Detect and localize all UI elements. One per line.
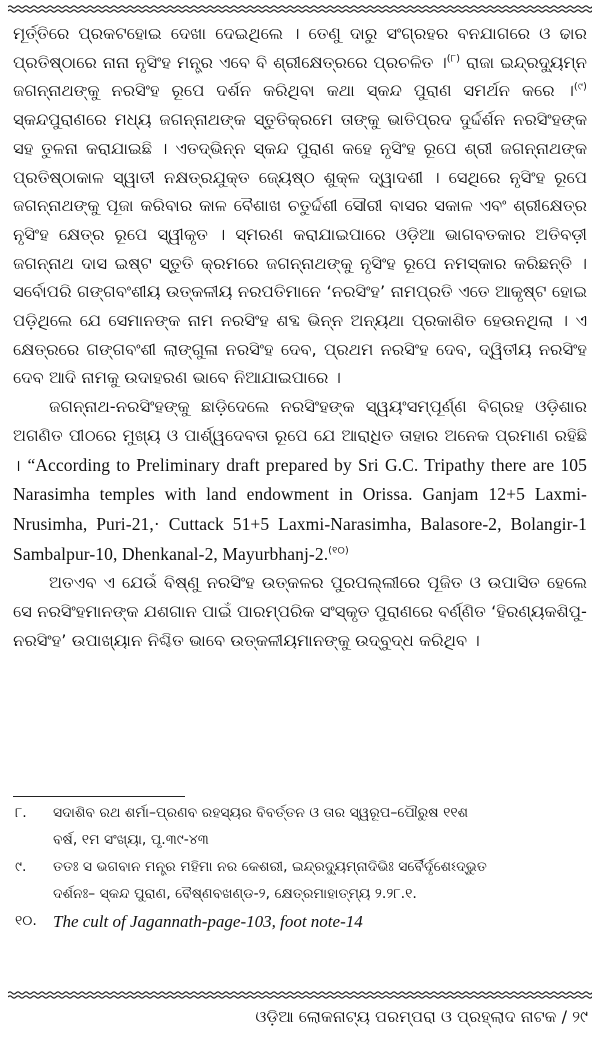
footnote-line: ବର୍ଷ, ୧ମ ସଂଖ୍ୟା, ପୃ.୩୯-୪୩ bbox=[53, 832, 209, 848]
bottom-wave-border bbox=[8, 990, 592, 1000]
body-text bbox=[13, 20, 587, 655]
footnote-number: ୮. bbox=[15, 805, 27, 821]
wave-border-graphic bbox=[8, 4, 592, 14]
footnote-item bbox=[13, 854, 587, 908]
footnote-line: ସଦାଶିବ ରଥ ଶର୍ମା–ପ୍ରଣବ ରହସ୍ୟର ବିବର୍ତ୍ତନ ଓ ତାର ସ୍ୱରୂପ–ପୌରୁଷ ୧୧ଶ bbox=[53, 805, 469, 821]
odia-text-run: ମୂର୍ତ୍ତିରେ ପ୍ରକଟହୋଇ ଦେଖା ଦେଇଥିଲେ । ତେଣୁ ଦାରୁ ସଂଗ୍ରହର ବନଯାଗରେ ଓ ଢାର ପ୍ରତିଷ୍ଠାରେ ନାନା ନୃସିଂହ ମନ୍ତ୍ର ଏବେ ବି ଶ୍ରୀକ୍ଷେତ୍ରରେ ପ୍ରଚଳିତ । bbox=[13, 24, 587, 72]
footnote-divider bbox=[13, 796, 185, 797]
odia-text-run: ଜଗନ୍ନାଥ-ନରସିଂହଙ୍କୁ ଛାଡ଼ିଦେଲେ ନରସିଂହଙ୍କ ସ୍ୱୟଂସମ୍ପୂର୍ଣ୍ଣ ବିଗ୍ରହ ଓଡ଼ିଶାର ଅଗଣିତ ପୀଠରେ ମୁଖ୍ୟ ଓ ପାର୍ଶ୍ୱଦେବତା ରୂପେ ଯେ ଆରାଧିତ ତାହାର ଅନେକ ପ୍ରମାଣ ରହିଛି । bbox=[13, 397, 587, 475]
footnote-item bbox=[13, 908, 587, 935]
page-footer bbox=[255, 1005, 588, 1029]
odia-text-run: ରାଜା ଇନ୍ଦ୍ରଦ୍ୟୁମ୍ନ ଜଗନ୍ନାଥଙ୍କୁ ନରସିଂହ ରୂପେ ଦର୍ଶନ କରିଥିବା କଥା ସ୍କନ୍ଦ ପୁରାଣ ସମର୍ଥନ କରେ । bbox=[13, 52, 587, 101]
top-wave-border bbox=[8, 4, 592, 14]
odia-text-run: ଅତଏବ ଏ ଯେଉଁ ବିଷ୍ଣୁ ନରସିଂହ ଉତ୍କଳର ପୁରପଲ୍ଲୀରେ ପୂଜିତ ଓ ଉପାସିତ ହେଲେ ସେ ନରସିଂହମାନଙ୍କ ଯଶଗାନ ପାଇଁ ପାରମ୍ପରିକ ସଂସ୍କୃତ ପୁରାଣରେ ବର୍ଣ୍ଣିତ ‘ହିରଣ୍ୟକଶିପୁ-ନରସିଂହ’ ଉପାଖ୍ୟାନ ନିଶ୍ଚିତ ଭାବେ ଉତ୍କଳୀୟମାନଙ୍କୁ ଉଦ୍‌ବୁଦ୍ଧ କରିଥିବ । bbox=[13, 573, 588, 650]
footnote-line: The cult of Jagannath-page-103, foot note-14 bbox=[53, 912, 363, 931]
paragraph-2 bbox=[13, 393, 587, 569]
footnote-reference: (୮) bbox=[446, 53, 461, 65]
footnote-line: ତତଃ ସ ଭଗବାନ ମନ୍ତ୍ର ମହିମା ନର କେଶରୀ, ଇନ୍ଦ୍ରଦ୍ୟୁମ୍ନାଦିଭିଃ ସର୍ବୈର୍ଦୃଶେଽଦ୍‌ଭୁତ bbox=[53, 859, 487, 875]
footnote-line: ଦର୍ଶନଃ– ସ୍କନ୍ଦ ପୁରାଣ, ବୈଷ୍ଣବଖଣ୍ଡ-୨, କ୍ଷେତ୍ରମାହାତ୍ମ୍ୟ ୨.୨୮.୧. bbox=[53, 886, 417, 902]
footnote-text bbox=[53, 908, 587, 935]
footnote-number: ୯. bbox=[15, 859, 27, 875]
footnote-text bbox=[53, 800, 587, 854]
paragraph-1 bbox=[13, 20, 587, 393]
paragraph-3 bbox=[13, 569, 587, 655]
footnote-item bbox=[13, 800, 587, 854]
wave-border-graphic bbox=[8, 990, 592, 1000]
footnote-reference: (୧୦) bbox=[328, 545, 349, 557]
footnote-text bbox=[53, 854, 587, 908]
footnote-reference: (୯) bbox=[573, 81, 587, 93]
footnotes bbox=[13, 800, 587, 935]
english-quote: “According to Preliminary draft prepared by Sri G.C. Tripathy there are 105 Narasimha temples with land endowment in Orissa. Ganjam 12+5 Laxmi-Nrusimha, Puri-21,· Cuttack 51+5 Laxmi-Narasimha, Balasore-2, Bolangir-1 Sambalpur-10, Dhenkanal-2, Mayurbhanj-2. bbox=[13, 454, 587, 564]
odia-text-run: ସ୍କନ୍ଦପୁରାଣରେ ମଧ୍ୟ ଜଗନ୍ନାଥଙ୍କ ସ୍ତୁତିକ୍ରମେ ତାଙ୍କୁ ଭାତିପ୍ରଦ ଦୁର୍ଦ୍ଦର୍ଶନ ନରସିଂହଙ୍କ ସହ ତୁଳନା କରାଯାଇଛି । ଏତଦ୍‌ଭିନ୍ନ ସ୍କନ୍ଦ ପୁରାଣ କହେ ନୃସିଂହ ରୂପେ ଶ୍ରୀ ଜଗନ୍ନାଥଙ୍କ ପ୍ରତିଷ୍ଠାକାଳ ସ୍ୱାତୀ ନକ୍ଷତ୍ରଯୁକ୍ତ ଜ୍ୟେଷ୍ଠ ଶୁକ୍ଳ ଦ୍ୱାଦଶୀ । ସେଥିରେ ନୃସିଂହ ରୂପେ ଜଗନ୍ନାଥଙ୍କୁ ପୂଜା କରିବାର କାଳ ବୈଶାଖ ଚତୁର୍ଦ୍ଦଶୀ ସୌରୀ ବାସର ସକାଳ ଏବଂ ଶ୍ରୀକ୍ଷେତ୍ର ନୃସିଂହ କ୍ଷେତ୍ର ରୂପେ ସ୍ୱୀକୃତ । ସ୍ମରଣ କରାଯାଇପାରେ ଓଡ଼ିଆ ଭାଗବତକାର ଅତିବଡ଼ୀ ଜଗନ୍ନାଥ ଦାସ ଇଷ୍ଟ ସ୍ତୁତି କ୍ରମରେ ଜଗନ୍ନାଥଙ୍କୁ ନୃସିଂହ ରୂପେ ନମସ୍କାର କରିଛନ୍ତି । ସର୍ବୋପରି ଗଙ୍ଗବଂଶୀୟ ଉତ୍କଳୀୟ ନରପତିମାନେ ‘ନରସିଂହ’ ନାମପ୍ରତି ଏତେ ଆକୃଷ୍ଟ ହୋଇ ପଡ଼ିଥିଲେ ଯେ ସେମାନଙ୍କ ନାମ ନରସିଂହ ଶବ୍ଦ ଭିନ୍ନ ଅନ୍ୟଥା ପ୍ରକାଶିତ ହେଉନଥିଲା । ଏ କ୍ଷେତ୍ରରେ ଗଙ୍ଗବଂଶୀ ଲାଙ୍ଗୁଳା ନରସିଂହ ଦେବ, ପ୍ରଥମ ନରସିଂହ ଦେବ, ଦ୍ୱିତୀୟ ନରସିଂହ ଦେବ ଆଦି ନାମକୁ ଉଦାହରଣ ଭାବେ ନିଆଯାଇପାରେ । bbox=[13, 110, 587, 388]
footnote-number: ୧୦. bbox=[15, 913, 37, 929]
footer-title-page-number: ଓଡ଼ିଆ ଲୋକନାଟ୍ୟ ପରମ୍ପରା ଓ ପ୍ରହ୍ଲାଦ ନାଟକ / ୨୯ bbox=[255, 1007, 588, 1026]
